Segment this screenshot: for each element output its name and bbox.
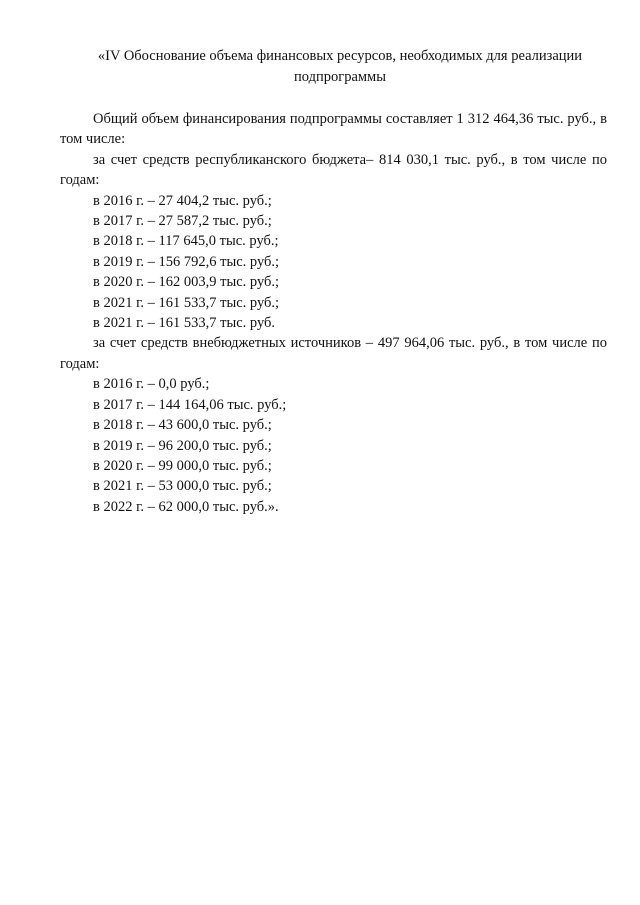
republican-year-2021: в 2021 г. – 161 533,7 тыс. руб.; — [93, 294, 280, 311]
extrabudgetary-year-2019: в 2019 г. – 96 200,0 тыс. руб.; — [93, 437, 272, 454]
extrabudgetary-year-2018: в 2018 г. – 43 600,0 тыс. руб.; — [93, 417, 272, 434]
republican-year-2017: в 2017 г. – 27 587,2 тыс. руб.; — [93, 213, 272, 230]
republican-year-2020: в 2020 г. – 162 003,9 тыс. руб.; — [93, 274, 280, 291]
republican-budget-paragraph: за счет средств республиканского бюджета– 814 030,1 тыс. руб., в том числе по годам: — [60, 151, 607, 189]
section-heading-line-2: подпрограммы — [294, 69, 386, 85]
section-heading — [60, 46, 620, 88]
extrabudgetary-paragraph: за счет средств внебюджетных источников – 497 964,06 тыс. руб., в том числе по годам: — [60, 335, 607, 372]
extrabudgetary-year-2017: в 2017 г. – 144 164,06 тыс. руб.; — [93, 396, 287, 413]
intro-paragraph: Общий объем финансирования подпрограммы составляет 1 312 464,36 тыс. руб., в том числе: — [60, 111, 607, 148]
extrabudgetary-year-2016: в 2016 г. – 0,0 руб.; — [93, 376, 210, 393]
extrabudgetary-year-2021: в 2021 г. – 53 000,0 тыс. руб.; — [93, 478, 272, 495]
extrabudgetary-year-2020: в 2020 г. – 99 000,0 тыс. руб.; — [93, 457, 272, 474]
document-body — [60, 109, 607, 517]
republican-year-2019: в 2019 г. – 156 792,6 тыс. руб.; — [93, 253, 280, 270]
republican-year-2016: в 2016 г. – 27 404,2 тыс. руб.; — [93, 192, 272, 209]
extrabudgetary-year-2022: в 2022 г. – 62 000,0 тыс. руб.». — [93, 498, 279, 515]
republican-year-2018: в 2018 г. – 117 645,0 тыс. руб.; — [93, 233, 279, 250]
section-heading-line-1: «IV Обоснование объема финансовых ресурсов, необходимых для реализации — [97, 48, 583, 64]
republican-year-2021-repeat: в 2021 г. – 161 533,7 тыс. руб. — [93, 315, 276, 332]
